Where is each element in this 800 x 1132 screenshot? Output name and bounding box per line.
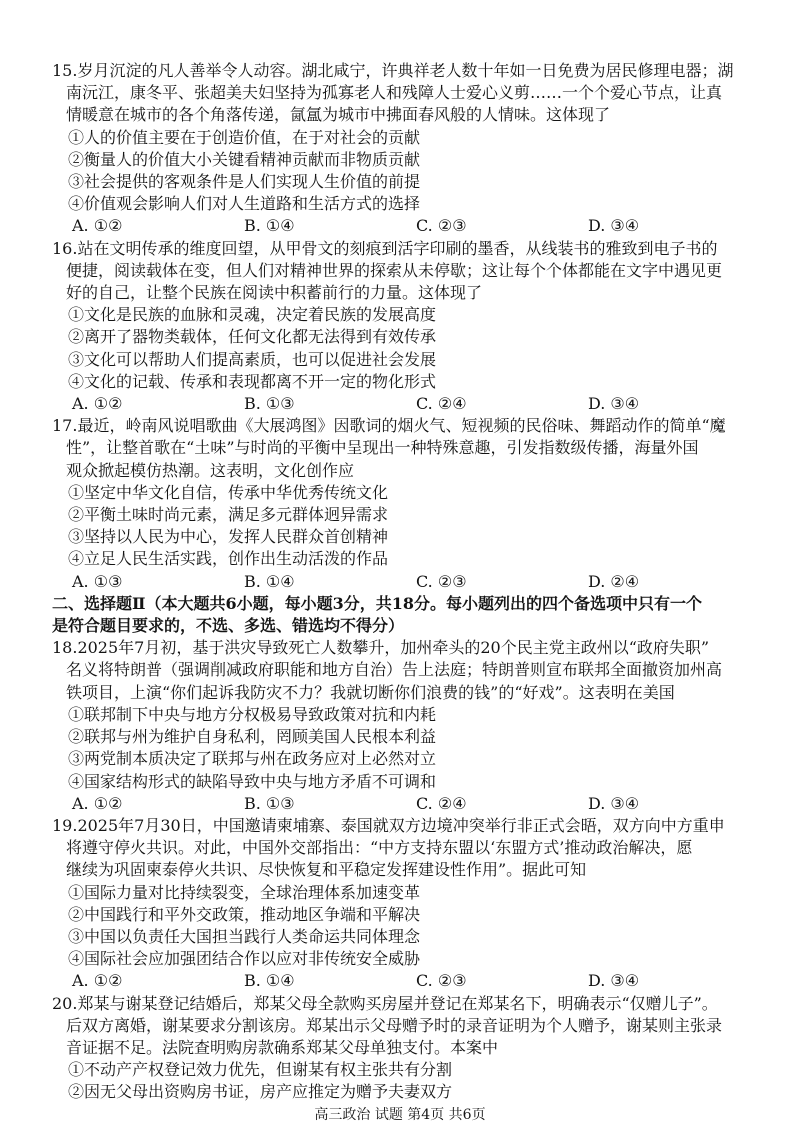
statement: ②联邦与州为维护自身私利，罔顾美国人民根本利益 [68, 727, 437, 747]
answer-options [52, 970, 764, 992]
statement: ②中国践行和平外交政策，推动地区争端和平解决 [68, 904, 421, 924]
statement: ③中国以负责任大国担当践行人类命运共同体理念 [68, 926, 421, 946]
question [52, 637, 764, 815]
answer-option: A. ①② [72, 216, 123, 236]
statement: ①国际力量对比持续裂变，全球治理体系加速变革 [68, 882, 421, 902]
answer-option: D. ③④ [588, 793, 640, 813]
statement: ④国际社会应加强团结合作以应对非传统安全威胁 [68, 949, 421, 969]
answer-option: C. ②④ [416, 394, 467, 414]
question-stem-line: 情暖意在城市的各个角落传递，氤氲为城市中拂面春风般的人情味。这体现了 [66, 105, 611, 125]
statement: ③文化可以帮助人们提高素质，也可以促进社会发展 [68, 349, 437, 369]
section-heading [52, 593, 764, 637]
question-group-2 [52, 637, 764, 1103]
answer-option: B. ①④ [244, 971, 295, 991]
answer-option: A. ①② [72, 971, 123, 991]
statement: ③两党制本质决定了联邦与州在政务应对上必然对立 [68, 749, 437, 769]
answer-option: D. ③④ [588, 394, 640, 414]
answer-option: D. ③④ [588, 216, 640, 236]
question-stem-line: 好的自己，让整个民族在阅读中积蓄前行的力量。这体现了 [66, 283, 483, 303]
statement: ②因无父母出资购房书证，房产应推定为赠予夫妻双方 [68, 1082, 453, 1102]
question-stem-line: 将遵守停火共识。对此，中国外交部指出：“中方支持东盟以‘东盟方式’推动政治解决，愿 [66, 838, 693, 858]
answer-option: B. ①④ [244, 571, 295, 591]
question-stem-line: 名义将特朗普（强调削减政府职能和地方自治）告上法庭；特朗普则宣布联邦全面撤资加州高 [66, 660, 723, 680]
question-stem-line: 15.岁月沉淀的凡人善举令人动容。湖北咸宁，许典祥老人数十年如一日免费为居民修理电器；湖 [52, 61, 734, 80]
statement: ①文化是民族的血脉和灵魂，决定着民族的发展高度 [68, 305, 437, 325]
question-stem-line: 17.最近，岭南风说唱歌曲《大展鸿图》因歌词的烟火气、短视频的民俗味、舞蹈动作的简单“魔 [52, 416, 726, 436]
question [52, 238, 764, 416]
question-stem-line: 后双方离婚，谢某要求分割该房。郑某出示父母赠予时的录音证明为个人赠予，谢某则主张录 [66, 1015, 723, 1035]
statement: ④国家结构形式的缺陷导致中央与地方矛盾不可调和 [68, 771, 437, 791]
question-stem-line: 便捷，阅读载体在变，但人们对精神世界的探索从未停歇；这让每个个体都能在文字中遇见更 [66, 260, 723, 280]
question-stem-line: 19.2025年7月30日，中国邀请柬埔寨、泰国就双方边境冲突举行非正式会晤，双方向中方重申 [52, 815, 725, 835]
answer-options [52, 571, 764, 593]
question-stem-line: 性”，让整首歌在“土味”与时尚的平衡中呈现出一种特殊意趣，引发指数级传播，海量外国 [66, 438, 699, 458]
statement: ②离开了器物类载体，任何文化都无法得到有效传承 [68, 327, 437, 347]
question-stem-line: 16.站在文明传承的维度回望，从甲骨文的刻痕到活字印刷的墨香，从线装书的雅致到电子书的 [52, 238, 718, 258]
statement: ④立足人民生活实践，创作出生动活泼的作品 [68, 549, 389, 569]
page-footer: 高三政治 试题 第4页 共6页 [314, 1107, 486, 1123]
statement: ②衡量人的价值大小关键看精神贡献而非物质贡献 [68, 149, 421, 169]
answer-options [52, 215, 764, 237]
answer-option: A. ①② [72, 394, 123, 414]
answer-option: B. ①④ [244, 216, 295, 236]
statement: ①坚定中华文化自信，传承中华优秀传统文化 [68, 482, 389, 502]
question [52, 415, 764, 593]
answer-options [52, 793, 764, 815]
question-stem-line: 观众掀起模仿热潮。这表明，文化创作应 [66, 460, 355, 480]
question-stem-line: 20.郑某与谢某登记结婚后，郑某父母全款购买房屋并登记在郑某名下，明确表示“仅赠儿子”。 [52, 993, 718, 1013]
answer-option: A. ①③ [72, 571, 123, 591]
answer-option: A. ①② [72, 793, 123, 813]
question-stem-line: 音证据不足。法院查明购房款确系郑某父母单独支付。本案中 [66, 1037, 499, 1057]
question-group-1 [52, 60, 764, 593]
page-content [52, 60, 764, 1104]
question [52, 815, 764, 993]
answer-option: D. ③④ [588, 971, 640, 991]
statement: ①联邦制下中央与地方分权极易导致政策对抗和内耗 [68, 704, 437, 724]
question [52, 993, 764, 1104]
answer-option: C. ②③ [416, 571, 467, 591]
answer-option: C. ②③ [416, 971, 467, 991]
answer-option: C. ②③ [416, 216, 467, 236]
question-stem-line: 南沅江，康冬平、张超美夫妇坚持为孤寡老人和残障人士爱心义剪……一个个爱心节点，让真 [66, 83, 723, 103]
section-heading-line: 是符合题目要求的，不选、多选、错选均不得分） [52, 616, 405, 636]
answer-option: B. ①③ [244, 394, 295, 414]
section-heading-line: 二、选择题Ⅱ（本大题共6小题，每小题3分，共18分。每小题列出的四个备选项中只有一个 [52, 593, 703, 613]
question [52, 60, 764, 238]
answer-option: C. ②④ [416, 793, 467, 813]
statement: ④价值观会影响人们对人生道路和生活方式的选择 [68, 194, 421, 214]
answer-option: B. ①③ [244, 793, 295, 813]
statement: ①人的价值主要在于创造价值，在于对社会的贡献 [68, 127, 421, 147]
question-stem-line: 继续为巩固柬泰停火共识、尽快恢复和平稳定发挥建设性作用”。据此可知 [66, 860, 587, 880]
answer-option: D. ②④ [588, 571, 640, 591]
statement: ③坚持以人民为中心，发挥人民群众首创精神 [68, 527, 389, 547]
answer-options [52, 393, 764, 415]
question-stem-line: 铁项目，上演“你们起诉我防灾不力？我就切断你们浪费的钱”的“好戏”。这表明在美国 [66, 682, 675, 702]
statement: ④文化的记载、传承和表现都离不开一定的物化形式 [68, 371, 437, 391]
statement: ②平衡土味时尚元素，满足多元群体迥异需求 [68, 505, 389, 525]
statement: ③社会提供的客观条件是人们实现人生价值的前提 [68, 172, 421, 192]
statement: ①不动产产权登记效力优先，但谢某有权主张共有分割 [68, 1060, 453, 1080]
question-stem-line: 18.2025年7月初，基于洪灾导致死亡人数攀升，加州牵头的20个民主党主政州以“政府失职” [52, 638, 710, 658]
